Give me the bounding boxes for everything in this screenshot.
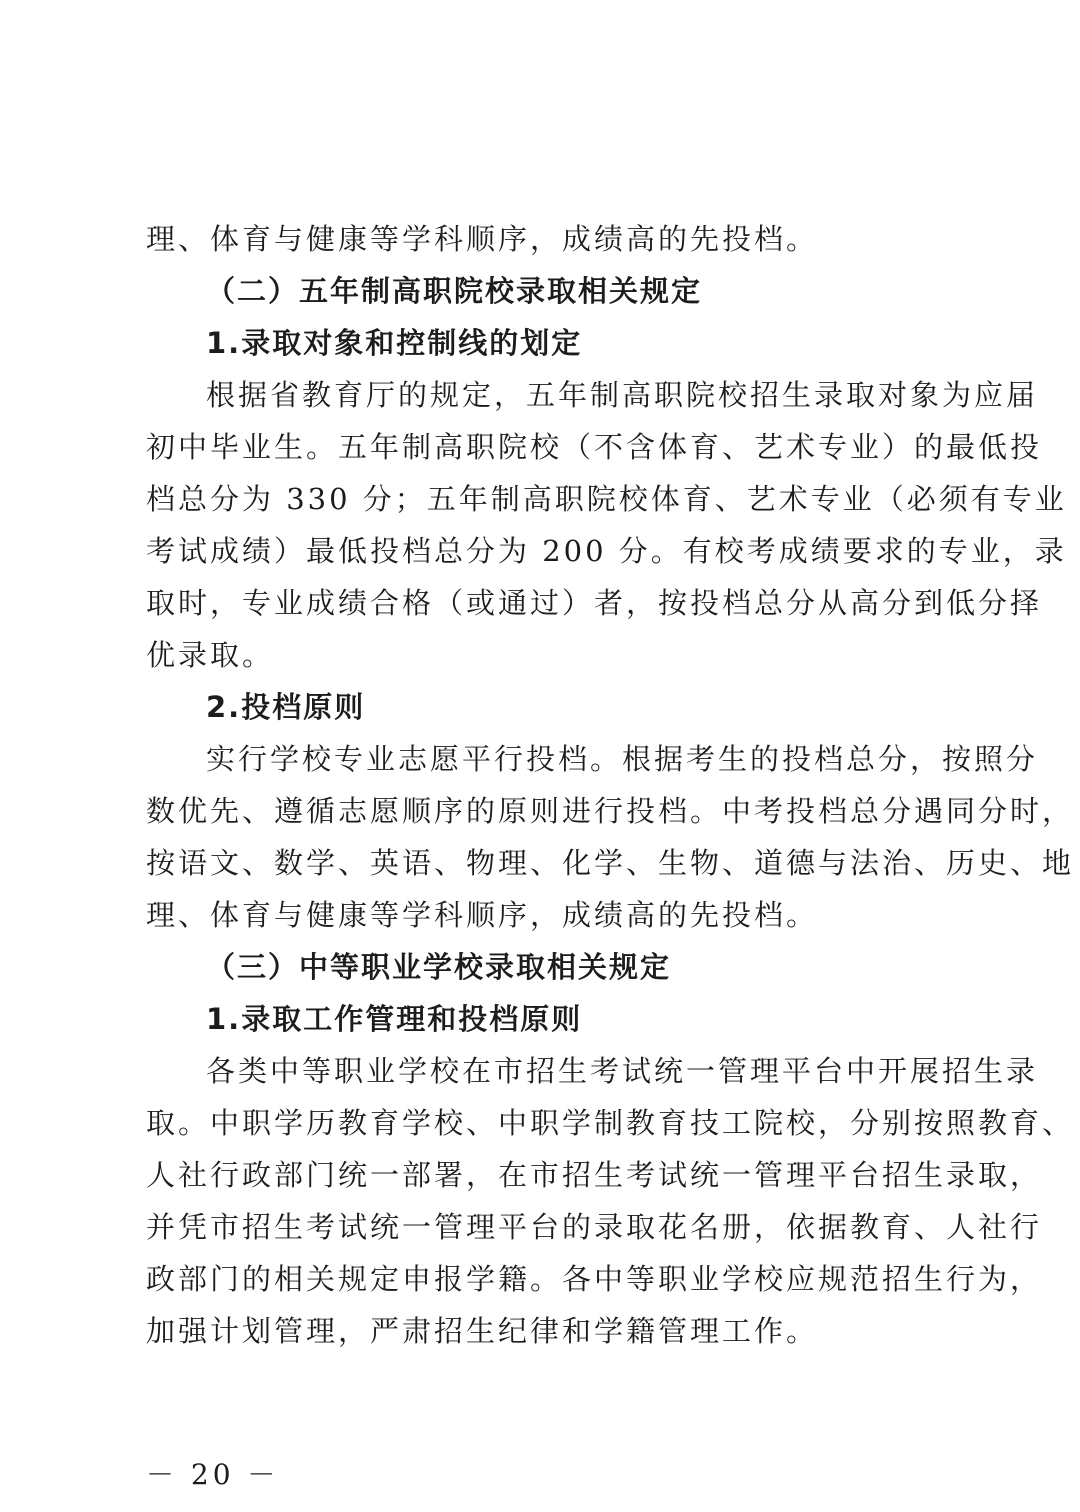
paragraph-line: 实行学校专业志愿平行投档。根据考生的投档总分，按照分 bbox=[206, 742, 1039, 776]
paragraph-line: 人社行政部门统一部署，在市招生考试统一管理平台招生录取， bbox=[146, 1158, 1043, 1192]
section-heading-2: （二）五年制高职院校录取相关规定 bbox=[206, 274, 703, 308]
paragraph-line: 数优先、遵循志愿顺序的原则进行投档。中考投档总分遇同分时， bbox=[146, 794, 1075, 828]
subsection-heading-filing-principle: 2.投档原则 bbox=[206, 690, 366, 724]
paragraph-line: 理、体育与健康等学科顺序，成绩高的先投档。 bbox=[146, 898, 819, 932]
paragraph-line: 并凭市招生考试统一管理平台的录取花名册，依据教育、人社行 bbox=[146, 1210, 1043, 1244]
section-heading-3: （三）中等职业学校录取相关规定 bbox=[206, 950, 672, 984]
page-number: － 20 － bbox=[146, 1458, 280, 1491]
paragraph-line: 加强计划管理，严肃招生纪律和学籍管理工作。 bbox=[146, 1314, 819, 1348]
paragraph-line: 取时，专业成绩合格（或通过）者，按投档总分从高分到低分择 bbox=[146, 586, 1043, 620]
paragraph-line: 取。中职学历教育学校、中职学制教育技工院校，分别按照教育、 bbox=[146, 1106, 1075, 1140]
document-body bbox=[146, 213, 1075, 1357]
subsection-heading-admission-targets: 1.录取对象和控制线的划定 bbox=[206, 326, 583, 360]
paragraph-line: 优录取。 bbox=[146, 638, 275, 672]
subsection-heading-management: 1.录取工作管理和投档原则 bbox=[206, 1002, 583, 1036]
paragraph-line: 考试成绩）最低投档总分为 200 分。有校考成绩要求的专业，录 bbox=[146, 534, 1067, 568]
paragraph-line: 按语文、数学、英语、物理、化学、生物、道德与法治、历史、地 bbox=[146, 846, 1075, 880]
paragraph-line: 档总分为 330 分；五年制高职院校体育、艺术专业（必须有专业 bbox=[146, 482, 1067, 516]
paragraph-line: 各类中等职业学校在市招生考试统一管理平台中开展招生录 bbox=[206, 1054, 1039, 1088]
paragraph-line: 初中毕业生。五年制高职院校（不含体育、艺术专业）的最低投 bbox=[146, 430, 1043, 464]
paragraph-line: 根据省教育厅的规定，五年制高职院校招生录取对象为应届 bbox=[206, 378, 1039, 412]
body-line-continuation: 理、体育与健康等学科顺序，成绩高的先投档。 bbox=[146, 222, 819, 256]
paragraph-line: 政部门的相关规定申报学籍。各中等职业学校应规范招生行为， bbox=[146, 1262, 1043, 1296]
